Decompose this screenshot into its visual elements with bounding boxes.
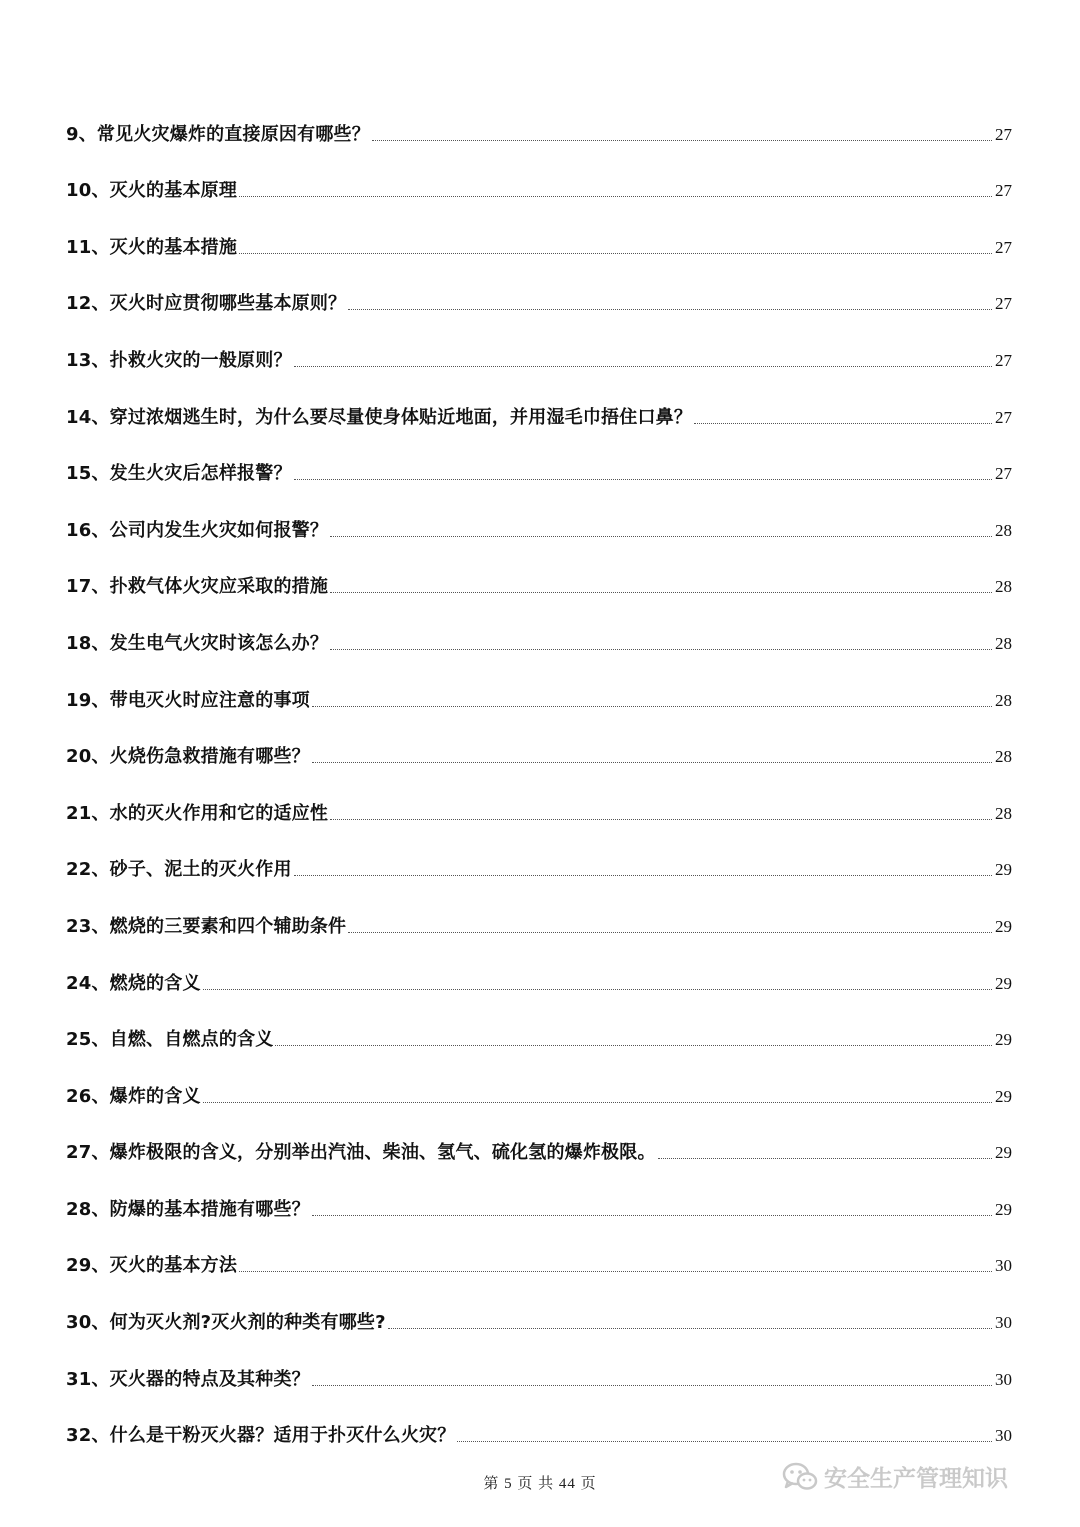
toc-entry-page-number: 27 xyxy=(995,181,1012,201)
toc-entry[interactable] xyxy=(66,220,1012,277)
toc-dot-leader xyxy=(388,1328,992,1329)
toc-entry[interactable] xyxy=(66,673,1012,730)
toc-entry[interactable] xyxy=(66,277,1012,334)
toc-entry-title: 11、灭火的基本措施 xyxy=(66,236,238,258)
toc-entry-title: 24、燃烧的含义 xyxy=(66,972,201,994)
toc-entry[interactable] xyxy=(66,333,1012,390)
toc-entry-title: 13、扑救火灾的一般原则？ xyxy=(66,349,292,371)
toc-entry[interactable] xyxy=(66,1239,1012,1296)
toc-entry[interactable] xyxy=(66,786,1012,843)
toc-entry-title: 19、带电灭火时应注意的事项 xyxy=(66,689,310,711)
toc-entry-page-number: 28 xyxy=(995,633,1012,653)
toc-entry-title: 12、灭火时应贯彻哪些基本原则？ xyxy=(66,293,347,315)
toc-entry-title: 22、砂子、泥土的灭火作用 xyxy=(66,859,292,881)
toc-entry-title: 32、什么是干粉灭火器？适用于扑灭什么火灾？ xyxy=(66,1425,456,1447)
toc-dot-leader xyxy=(294,366,992,367)
toc-entry-page-number: 28 xyxy=(995,690,1012,710)
toc-entry-page-number: 28 xyxy=(995,520,1012,540)
watermark xyxy=(782,1460,1008,1493)
toc-entry[interactable] xyxy=(66,1126,1012,1183)
toc-entry-page-number: 29 xyxy=(995,1030,1012,1050)
toc-entry-title: 27、爆炸极限的含义，分别举出汽油、柴油、氢气、硫化氢的爆炸极限。 xyxy=(66,1142,656,1164)
toc-dot-leader xyxy=(294,875,992,876)
toc-entry-title: 9、常见火灾爆炸的直接原因有哪些？ xyxy=(66,123,370,145)
toc-dot-leader xyxy=(312,762,992,763)
toc-entry-title: 28、防爆的基本措施有哪些？ xyxy=(66,1198,310,1220)
toc-dot-leader xyxy=(239,1271,992,1272)
toc-entry-page-number: 30 xyxy=(995,1313,1012,1333)
toc-entry[interactable] xyxy=(66,1013,1012,1070)
toc-dot-leader xyxy=(330,536,992,537)
toc-dot-leader xyxy=(372,140,992,141)
toc-entry-page-number: 29 xyxy=(995,1086,1012,1106)
toc-entry-title: 30、何为灭火剂?灭火剂的种类有哪些? xyxy=(66,1312,386,1334)
toc-dot-leader xyxy=(294,479,992,480)
toc-entry-title: 21、水的灭火作用和它的适应性 xyxy=(66,802,329,824)
toc-dot-leader xyxy=(239,196,992,197)
toc-entry-title: 17、扑救气体火灾应采取的措施 xyxy=(66,576,329,598)
toc-entry-page-number: 27 xyxy=(995,294,1012,314)
toc-dot-leader xyxy=(694,423,992,424)
watermark-text: 安全生产管理知识 xyxy=(824,1466,1008,1492)
toc-entry[interactable] xyxy=(66,956,1012,1013)
toc-entry-page-number: 29 xyxy=(995,973,1012,993)
toc-entry-title: 20、火烧伤急救措施有哪些？ xyxy=(66,746,310,768)
toc-entry-title: 29、灭火的基本方法 xyxy=(66,1255,238,1277)
toc-dot-leader xyxy=(348,309,992,310)
toc-entry-page-number: 29 xyxy=(995,916,1012,936)
table-of-contents xyxy=(66,107,1012,1465)
toc-entry-title: 18、发生电气火灾时该怎么办？ xyxy=(66,632,329,654)
toc-entry[interactable] xyxy=(66,560,1012,617)
toc-dot-leader xyxy=(275,1045,992,1046)
toc-entry-page-number: 29 xyxy=(995,1143,1012,1163)
toc-entry-page-number: 28 xyxy=(995,747,1012,767)
toc-entry[interactable] xyxy=(66,1295,1012,1352)
toc-dot-leader xyxy=(203,989,992,990)
toc-entry-page-number: 27 xyxy=(995,350,1012,370)
toc-dot-leader xyxy=(330,649,992,650)
toc-entry-title: 31、灭火器的特点及其种类？ xyxy=(66,1368,310,1390)
toc-entry-page-number: 30 xyxy=(995,1369,1012,1389)
toc-entry[interactable] xyxy=(66,1069,1012,1126)
toc-dot-leader xyxy=(312,1385,992,1386)
toc-dot-leader xyxy=(239,253,992,254)
page-footer: 第 5 页 共 44 页 xyxy=(483,1476,597,1492)
toc-entry-page-number: 27 xyxy=(995,237,1012,257)
toc-dot-leader xyxy=(348,932,992,933)
toc-entry[interactable] xyxy=(66,1352,1012,1409)
toc-dot-leader xyxy=(658,1158,992,1159)
toc-entry-page-number: 30 xyxy=(995,1256,1012,1276)
toc-entry-page-number: 28 xyxy=(995,803,1012,823)
toc-entry[interactable] xyxy=(66,1409,1012,1466)
toc-entry-title: 14、穿过浓烟逃生时，为什么要尽量使身体贴近地面，并用湿毛巾捂住口鼻？ xyxy=(66,406,693,428)
toc-entry[interactable] xyxy=(66,447,1012,504)
toc-entry-page-number: 30 xyxy=(995,1426,1012,1446)
toc-dot-leader xyxy=(312,1215,992,1216)
toc-entry-page-number: 29 xyxy=(995,860,1012,880)
toc-entry-page-number: 27 xyxy=(995,407,1012,427)
toc-entry[interactable] xyxy=(66,390,1012,447)
toc-dot-leader xyxy=(330,819,992,820)
toc-entry-title: 16、公司内发生火灾如何报警？ xyxy=(66,519,329,541)
toc-entry-page-number: 27 xyxy=(995,464,1012,484)
toc-entry[interactable] xyxy=(66,730,1012,787)
toc-entry-title: 15、发生火灾后怎样报警？ xyxy=(66,463,292,485)
toc-entry[interactable] xyxy=(66,616,1012,673)
toc-entry-page-number: 27 xyxy=(995,124,1012,144)
toc-dot-leader xyxy=(330,592,992,593)
toc-entry[interactable] xyxy=(66,843,1012,900)
toc-entry[interactable] xyxy=(66,107,1012,164)
wechat-icon xyxy=(782,1462,818,1492)
toc-entry-page-number: 28 xyxy=(995,577,1012,597)
toc-entry-title: 26、爆炸的含义 xyxy=(66,1085,201,1107)
toc-entry-title: 25、自燃、自燃点的含义 xyxy=(66,1029,274,1051)
toc-dot-leader xyxy=(457,1441,992,1442)
toc-entry-page-number: 29 xyxy=(995,1199,1012,1219)
toc-dot-leader xyxy=(312,706,992,707)
toc-entry[interactable] xyxy=(66,899,1012,956)
toc-entry[interactable] xyxy=(66,503,1012,560)
toc-dot-leader xyxy=(203,1102,992,1103)
toc-entry-title: 10、灭火的基本原理 xyxy=(66,180,238,202)
toc-entry[interactable] xyxy=(66,1182,1012,1239)
toc-entry[interactable] xyxy=(66,164,1012,221)
toc-entry-title: 23、燃烧的三要素和四个辅助条件 xyxy=(66,915,347,937)
